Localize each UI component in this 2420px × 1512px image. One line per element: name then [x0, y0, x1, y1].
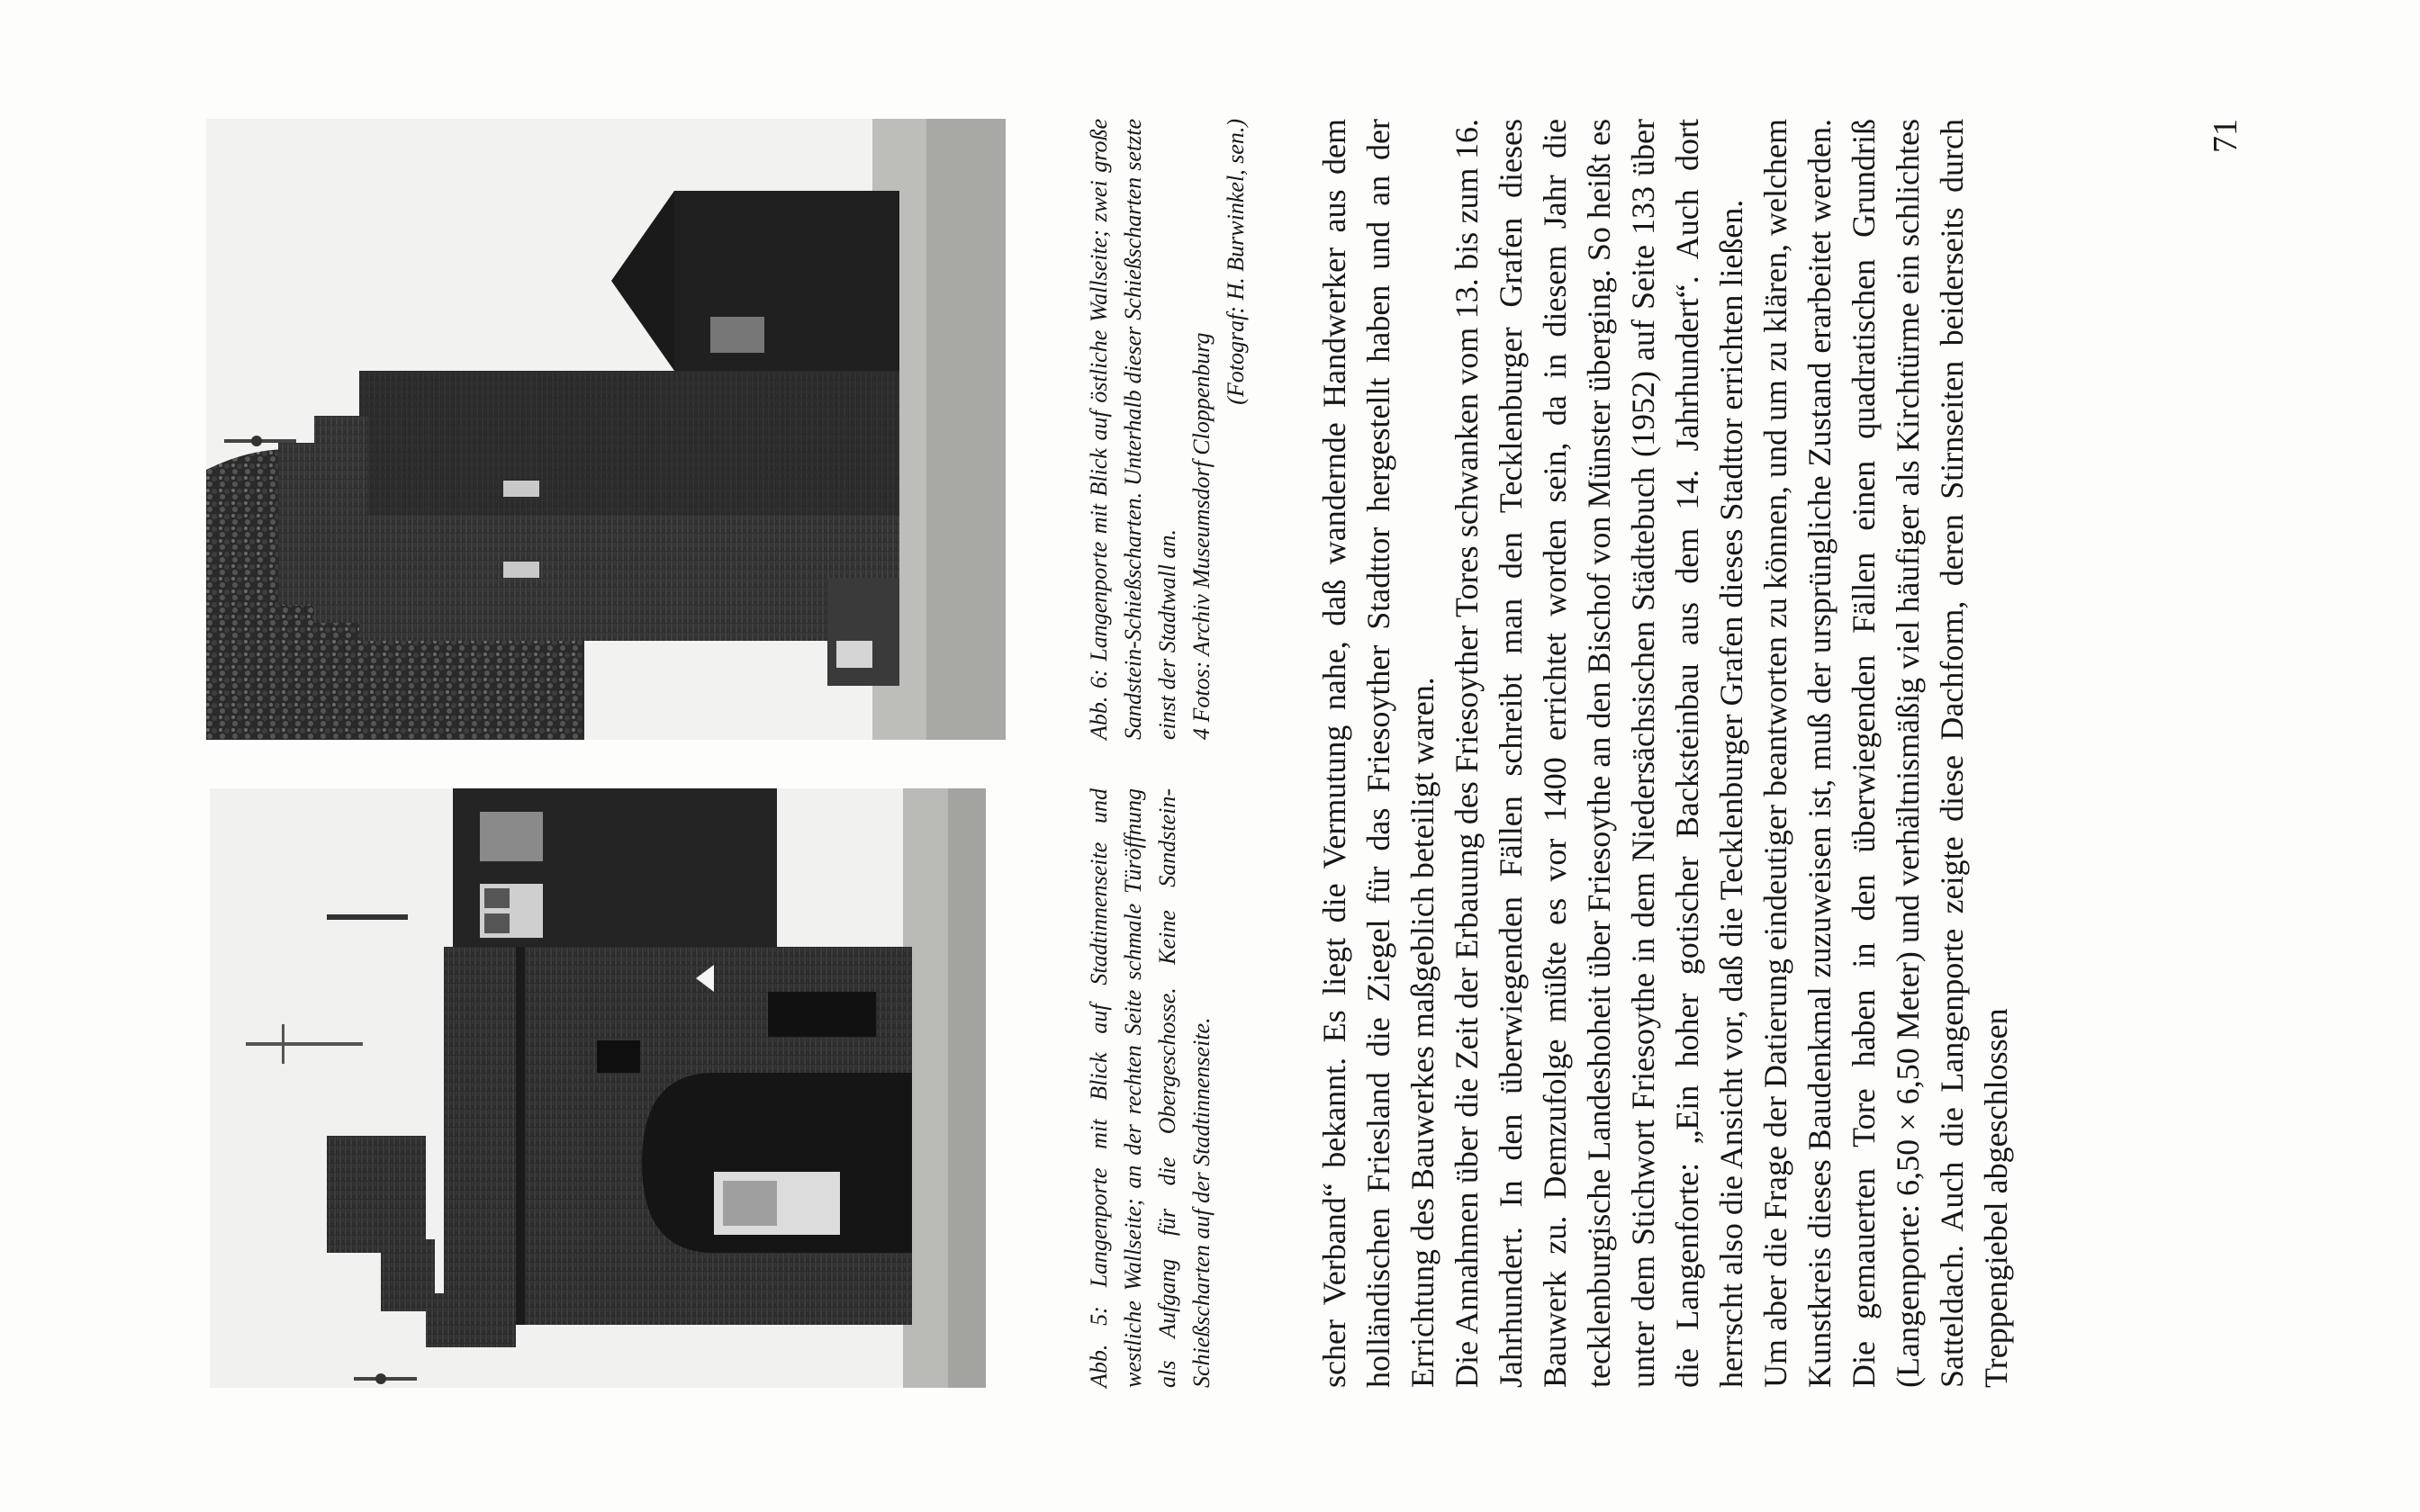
paragraph: Um aber die Frage der Datierung eindeutiger beantworten zu können, und um zu klären, welchem Kunstkreis dieses Baudenkmal zuzuweisen ist, muß der ursprüngliche Zustand erarbeitet werden. Die gemauerten Tore haben in den überwiegenden Fällen einen quadratischen Grundriß (Langenporte: 6,50 × 6,50 Meter) und verhältnismäßig viel häufiger als Kirchtürme ein schlichtes Satteldach. Auch die Langenporte zeigte diese Dachform, deren Stirnseiten beiderseits durch Treppengiebel abgeschlossen — [1757, 119, 2014, 1388]
figure-abb5-photo — [210, 788, 986, 1388]
page-number: 71 — [2207, 119, 2244, 153]
gate-tower-inner-side-image — [210, 788, 986, 1388]
gate-tower-east-side-image — [206, 119, 1006, 740]
figure-abb6-caption — [1082, 119, 1253, 740]
body-text — [1313, 119, 2018, 1388]
photographer-credit: (Fotograf: H. Burwinkel, sen.) — [1223, 119, 1249, 405]
figure-abb6-photo — [206, 119, 1006, 740]
caption-text: Abb. 5: Langenporte mit Blick auf Stadtinnenseite und westliche Wallseite; an der rechten Seite schmale Türöffnung als Aufgang für die Obergeschosse. Keine Sandstein-Schießscharten auf der Stadtinnenseite. — [1086, 788, 1215, 1388]
caption-text: Abb. 6: Langenporte mit Blick auf östliche Wallseite; zwei große Sandstein-Schießscharten. Unterhalb dieser Schießscharten setzte einst der Stadtwall an. — [1086, 119, 1180, 740]
photo-credit: 4 Fotos: Archiv Museumsdorf Cloppenburg — [1188, 332, 1215, 740]
paragraph: Die Annahmen über die Zeit der Erbauung des Friesoyther Tores schwanken vom 13. bis zum 16. Jahrhundert. In den überwiegenden Fällen schreibt man den Tecklenburger Grafen dieses Bauwerk zu. Demzufolge müßte es vor 1400 errichtet worden sein, da in diesem Jahr die tecklenburgische Landeshoheit über Friesoythe an den Bischof von Münster überging. So heißt es unter dem Stichwort Friesoythe in dem Niedersächsischen Städtebuch (1952) auf Seite 133 über die Langenforte: „Ein hoher gotischer Backsteinbau aus dem 14. Jahrhundert“. Auch dort herrscht also die Ansicht vor, daß die Tecklenburger Grafen dieses Stadttor errichten ließen. — [1449, 119, 1749, 1388]
figure-abb5-caption — [1082, 788, 1219, 1388]
paragraph: scher Verband“ bekannt. Es liegt die Vermutung nahe, daß wandernde Handwerker aus dem holländischen Friesland die Ziegel für das Friesoyther Stadttor hergestellt haben und an der Errichtung des Bauwerkes maßgeblich beteiligt waren. — [1316, 119, 1440, 1388]
